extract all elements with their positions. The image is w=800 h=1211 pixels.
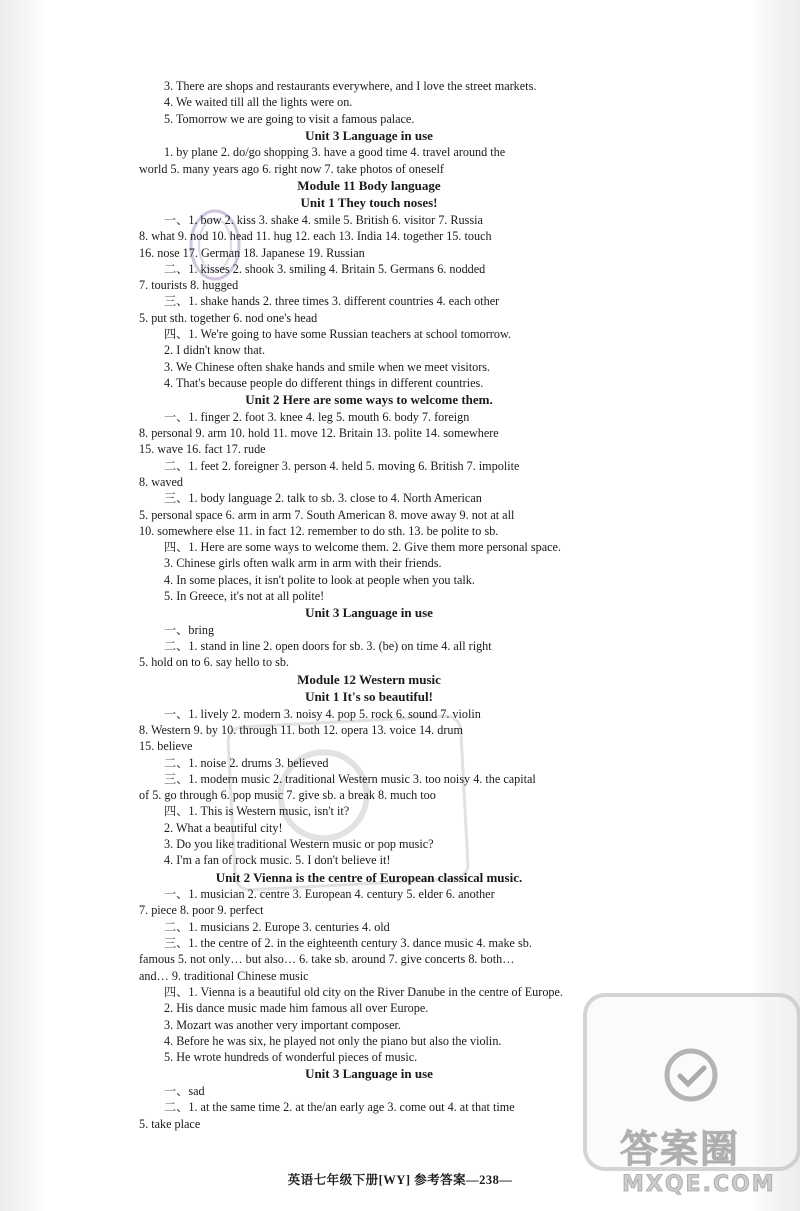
answer-line: 10. somewhere else 11. in fact 12. remember to do sth. 13. be polite to sb.: [139, 523, 499, 538]
answer-line: world 5. many years ago 6. right now 7. take photos of oneself: [139, 161, 444, 176]
answer-line: 二、1. musicians 2. Europe 3. centuries 4. old: [164, 919, 390, 934]
answer-line: 一、1. finger 2. foot 3. knee 4. leg 5. mouth 6. body 7. foreign: [164, 409, 470, 424]
answer-line: 3. We Chinese often shake hands and smile when we meet visitors.: [164, 359, 491, 374]
answer-line: 二、1. stand in line 2. open doors for sb. 3. (be) on time 4. all right: [164, 639, 492, 654]
answer-line: 5. Tomorrow we are going to visit a famous palace.: [164, 111, 415, 126]
answer-line: 8. waved: [139, 474, 183, 489]
page-left-shadow: [0, 0, 46, 1211]
answer-line: 5. take place: [139, 1116, 201, 1131]
section-heading: Unit 3 Language in use: [305, 127, 433, 143]
answer-line: 1. by plane 2. do/go shopping 3. have a good time 4. travel around the: [164, 145, 506, 160]
answer-line: 5. personal space 6. arm in arm 7. South American 8. move away 9. not at all: [139, 507, 515, 522]
answer-line: 5. He wrote hundreds of wonderful pieces of music.: [164, 1050, 418, 1065]
answer-line: 4. That's because people do different things in different countries.: [164, 375, 484, 390]
answer-line: 2. His dance music made him famous all over Europe.: [164, 1001, 429, 1016]
section-heading: Module 12 Western music: [297, 671, 441, 687]
answer-line: 三、1. body language 2. talk to sb. 3. close to 4. North American: [164, 491, 482, 506]
answer-line: 5. In Greece, it's not at all polite!: [164, 589, 325, 604]
answer-line: 一、1. musician 2. centre 3. European 4. century 5. elder 6. another: [164, 887, 495, 902]
section-heading: Unit 2 Here are some ways to welcome them.: [245, 392, 493, 408]
answer-line: 2. What a beautiful city!: [164, 820, 283, 835]
section-heading: Unit 3 Language in use: [305, 605, 433, 621]
answer-line: 二、1. noise 2. drums 3. believed: [164, 755, 329, 770]
section-heading: Module 11 Body language: [297, 177, 441, 193]
answer-line: 15. wave 16. fact 17. rude: [139, 442, 266, 457]
answer-line: 4. Before he was six, he played not only the piano but also the violin.: [164, 1033, 502, 1048]
answer-line: famous 5. not only… but also… 6. take sb. around 7. give concerts 8. both…: [139, 952, 515, 967]
section-heading: Unit 3 Language in use: [305, 1066, 433, 1082]
answer-line: 一、1. lively 2. modern 3. noisy 4. pop 5. rock 6. sound 7. violin: [164, 706, 481, 721]
answer-line: 5. hold on to 6. say hello to sb.: [139, 655, 289, 670]
answer-line: 7. tourists 8. hugged: [139, 278, 239, 293]
answer-line: and… 9. traditional Chinese music: [139, 968, 309, 983]
answer-line: 4. I'm a fan of rock music. 5. I don't believe it!: [164, 853, 391, 868]
answer-line: 7. piece 8. poor 9. perfect: [139, 903, 264, 918]
section-heading: Unit 2 Vienna is the centre of European classical music.: [215, 869, 523, 885]
answer-line: 三、1. the centre of 2. in the eighteenth century 3. dance music 4. make sb.: [164, 936, 532, 951]
watermark-text: 答案圈: [620, 1127, 741, 1171]
answer-line: 8. Western 9. by 10. through 11. both 12. opera 13. voice 14. drum: [139, 723, 463, 737]
answer-line: 3. Chinese girls often walk arm in arm with their friends.: [164, 556, 442, 571]
answer-line: 16. nose 17. German 18. Japanese 19. Russian: [139, 245, 365, 260]
answer-line: 四、1. Here are some ways to welcome them. 2. Give them more personal space.: [164, 540, 561, 555]
answer-line: 5. put sth. together 6. nod one's head: [139, 310, 318, 325]
section-heading: Unit 1 They touch noses!: [300, 195, 438, 211]
answer-line: 四、1. We're going to have some Russian teachers at school tomorrow.: [164, 327, 512, 342]
answer-line: 4. In some places, it isn't polite to look at people when you talk.: [164, 572, 475, 587]
answer-line: 三、1. shake hands 2. three times 3. different countries 4. each other: [164, 294, 500, 309]
answer-line: 3. There are shops and restaurants everywhere, and I love the street markets.: [164, 79, 537, 93]
answer-line: 15. believe: [139, 739, 193, 754]
answer-line: 二、1. at the same time 2. at the/an early age 3. come out 4. at that time: [164, 1100, 515, 1115]
answer-line: 4. We waited till all the lights were on.: [164, 95, 353, 110]
watermark-url: MXQE.COM: [622, 1172, 776, 1197]
answer-line: 四、1. This is Western music, isn't it?: [164, 804, 350, 819]
answer-line: 2. I didn't know that.: [164, 343, 266, 358]
answer-key-text: [139, 78, 599, 1132]
answer-line: 8. what 9. nod 10. head 11. hug 12. each 13. India 14. together 15. touch: [139, 229, 492, 244]
page-footer: 英语七年级下册[WY] 参考答案—238—: [287, 1173, 513, 1187]
answer-line: 四、1. Vienna is a beautiful old city on the River Danube in the centre of Europe.: [164, 984, 563, 999]
answer-line: 一、bring: [164, 622, 215, 637]
answer-line: 一、1. bow 2. kiss 3. shake 4. smile 5. British 6. visitor 7. Russia: [164, 212, 483, 227]
answer-line: 二、1. kisses 2. shook 3. smiling 4. Britain 5. Germans 6. nodded: [164, 261, 486, 276]
section-heading: Unit 1 It's so beautiful!: [305, 689, 433, 705]
answer-line: 二、1. feet 2. foreigner 3. person 4. held 5. moving 6. British 7. impolite: [164, 458, 520, 473]
answer-line: 8. personal 9. arm 10. hold 11. move 12. Britain 13. polite 14. somewhere: [139, 426, 499, 441]
answer-line: 三、1. modern music 2. traditional Western music 3. too noisy 4. the capital: [164, 771, 536, 786]
answer-line: 3. Mozart was another very important composer.: [164, 1017, 401, 1032]
answer-line: 3. Do you like traditional Western music or pop music?: [164, 837, 434, 852]
clock-check-icon: [656, 1040, 726, 1110]
answer-line: 一、sad: [164, 1083, 205, 1098]
answer-line: of 5. go through 6. pop music 7. give sb. a break 8. much too: [139, 788, 436, 803]
